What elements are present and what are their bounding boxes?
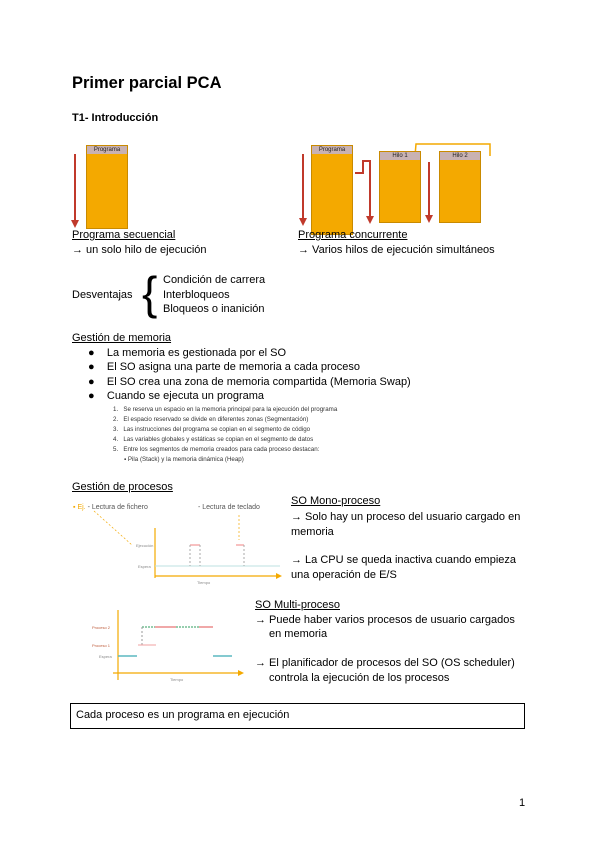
process-heading: Gestión de procesos	[72, 481, 173, 493]
callout-box: Cada proceso es un programa en ejecución	[70, 703, 525, 729]
thread-2-box: Hilo 2	[439, 151, 481, 223]
sub-step-item: ▪ Pila (Stack) y la memoria dinámica (Heap)	[124, 456, 244, 463]
disadvantage-item: Condición de carrera	[163, 274, 266, 286]
disadvantage-item: Bloqueos o inanición	[163, 303, 265, 315]
step-item: 4. Las variables globales y estáticas se copian en el segmento de datos	[113, 436, 314, 443]
mono-text: una operación de E/S	[291, 569, 397, 581]
concurrent-title: Programa concurrente	[298, 229, 408, 241]
example-label-keyboard: - Lectura de teclado	[198, 504, 260, 511]
mono-title: SO Mono-proceso	[291, 495, 381, 507]
axis-label: Tiempo	[170, 677, 184, 682]
bullet-item: ● El SO asigna una parte de memoria a cada proceso	[88, 361, 361, 373]
memory-heading: Gestión de memoria	[72, 332, 172, 344]
multi-text: en memoria	[269, 628, 328, 640]
program-box-concurrent: Programa	[311, 145, 353, 235]
step-item: 1. Se reserva un espacio en la memoria principal para la ejecución del programa	[113, 406, 338, 413]
bullet-item: ● Cuando se ejecuta un programa	[88, 390, 265, 402]
thread-1-box: Hilo 1	[379, 151, 421, 223]
axis-label: Espera	[99, 654, 112, 659]
multi-process-chart	[60, 595, 260, 690]
axis-label: Espera	[138, 564, 151, 569]
axis-label: Proceso 1	[92, 643, 111, 648]
disadvantage-item: Interbloqueos	[163, 289, 230, 301]
page-title: Primer parcial PCA	[72, 74, 222, 92]
multi-text: → El planificador de procesos del SO (OS scheduler)	[255, 657, 515, 669]
multi-text: controla la ejecución de los procesos	[269, 672, 450, 684]
bullet-item: ● El SO crea una zona de memoria compartida (Memoria Swap)	[88, 376, 411, 388]
mono-text: → Solo hay un proceso del usuario cargado en	[291, 511, 521, 523]
mono-text: memoria	[291, 526, 334, 538]
axis-label: Proceso 2	[92, 625, 111, 630]
multi-text: → Puede haber varios procesos de usuario cargados	[255, 614, 515, 626]
brace: {	[142, 267, 158, 319]
mono-text: → La CPU se queda inactiva cuando empieza	[291, 554, 517, 566]
page-number: 1	[519, 797, 526, 809]
mono-process-chart	[60, 495, 290, 590]
program-box: Programa	[86, 145, 128, 229]
step-item: 2. El espacio reservado se divide en diferentes zonas (Segmentación)	[113, 416, 309, 423]
section-heading: T1- Introducción	[72, 112, 159, 124]
multi-title: SO Multi-proceso	[255, 599, 340, 611]
step-item: 3. Las instrucciones del programa se copian en el segmento de código	[113, 426, 311, 433]
concurrent-desc: → Varios hilos de ejecución simultáneos	[298, 244, 495, 256]
sequential-title: Programa secuencial	[72, 229, 176, 241]
axis-label: Tiempo	[197, 580, 211, 585]
sequential-desc: → un solo hilo de ejecución	[72, 244, 207, 256]
bullet-item: ● La memoria es gestionada por el SO	[88, 347, 287, 359]
example-labels: ▪ Ej. - Lectura de fichero	[73, 504, 148, 511]
axis-label: Ejecución	[136, 543, 154, 548]
disadvantages-label: Desventajas	[72, 289, 133, 301]
step-item: 5. Entre los segmentos de memoria creados para cada proceso destacan:	[113, 446, 320, 453]
